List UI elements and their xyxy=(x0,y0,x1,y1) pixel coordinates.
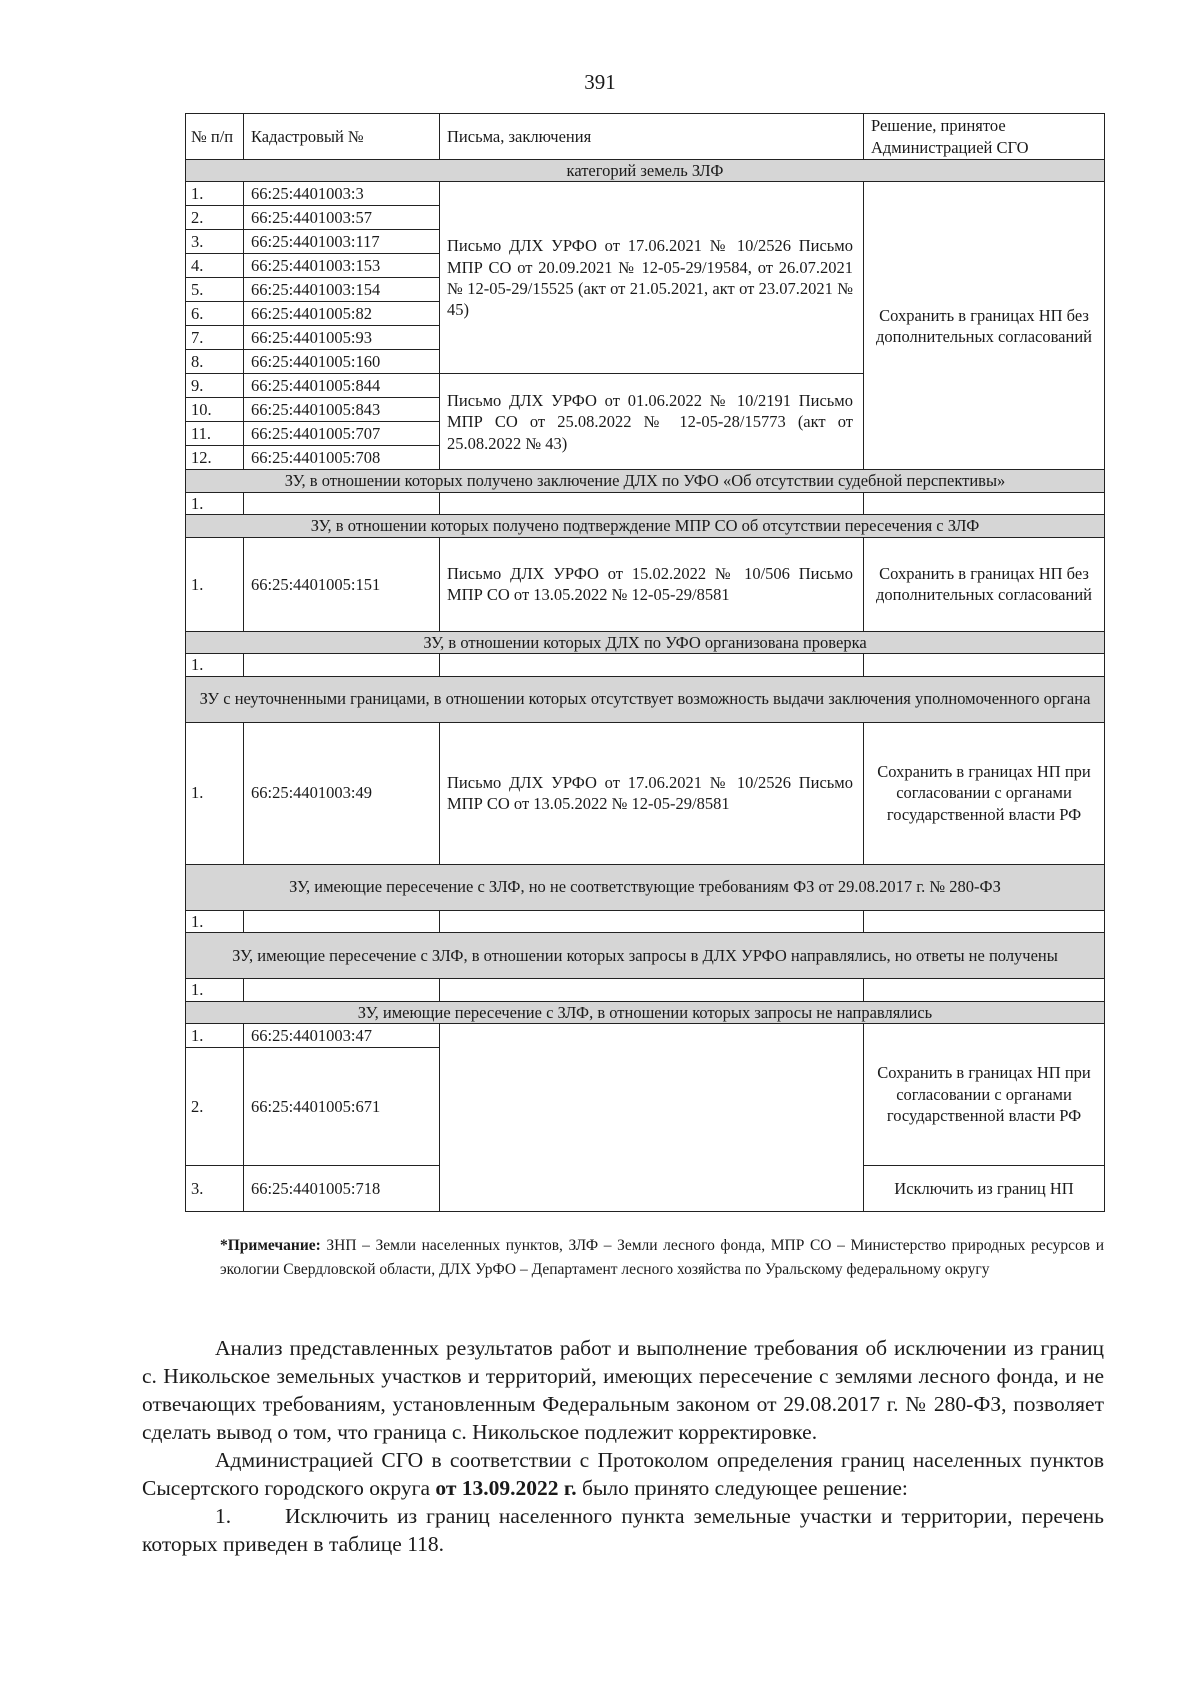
cadastral-number: 66:25:4401003:117 xyxy=(244,230,440,254)
section-title: ЗУ, имеющие пересечение с ЗЛФ, но не соответствующие требованиям ФЗ от 29.08.2017 г. № 280-ФЗ xyxy=(186,864,1105,910)
cadastral-number: 66:25:4401005:707 xyxy=(244,422,440,446)
decision-cell: Исключить из границ НП xyxy=(864,1165,1105,1211)
cadastral-number: 66:25:4401005:160 xyxy=(244,350,440,374)
table-row: 12. 66:25:4401005:708 xyxy=(186,446,1105,470)
decision-cell: Сохранить в границах НП при согласовании с органами государственной власти РФ xyxy=(864,722,1105,864)
decision-cell: Сохранить в границах НП при согласовании с органами государственной власти РФ xyxy=(864,1023,1105,1165)
table-row: 1. 66:25:4401003:47 Сохранить в границах НП при согласовании с органами государственной власти РФ xyxy=(186,1023,1105,1047)
table-row: 3. 66:25:4401005:718 Исключить из границ НП xyxy=(186,1165,1105,1211)
letters-cell: Письмо ДЛХ УРФО от 17.06.2021 № 10/2526 Письмо МПР СО от 20.09.2021 № 12-05-29/19584, от 26.07.2021 № 12-05-29/15525 (акт от 21.05.2021, акт от 23.07.2021 № 45) xyxy=(440,182,864,374)
paragraph: Администрацией СГО в соответствии с Протоколом определения границ населенных пунктов Сысертского городского округа от 13.09.2022 г. было принято следующее решение: xyxy=(142,1447,1104,1500)
table-row: 11. 66:25:4401005:707 xyxy=(186,422,1105,446)
cadastral-number: 66:25:4401005:82 xyxy=(244,302,440,326)
body-text xyxy=(142,1335,1104,1559)
cadastral-number: 66:25:4401005:718 xyxy=(244,1165,440,1211)
decision-cell: Сохранить в границах НП без дополнительных согласований xyxy=(864,182,1105,470)
cadastral-number: 66:25:4401003:3 xyxy=(244,182,440,206)
letters-cell: Письмо ДЛХ УРФО от 15.02.2022 № 10/506 Письмо МПР СО от 13.05.2022 № 12-05-29/8581 xyxy=(440,537,864,631)
cadastral-number: 66:25:4401005:671 xyxy=(244,1047,440,1165)
letters-cell: Письмо ДЛХ УРФО от 17.06.2021 № 10/2526 Письмо МПР СО от 13.05.2022 № 12-05-29/8581 xyxy=(440,722,864,864)
table-row: 7. 66:25:4401005:93 xyxy=(186,326,1105,350)
note-text: ЗНП – Земли населенных пунктов, ЗЛФ – Земли лесного фонда, МПР СО – Министерство природных ресурсов и экологии Свердловской области, ДЛХ УрФО – Департамент лесного хозяйства по Уральскому федеральному округу xyxy=(220,1237,1104,1279)
table-row: 1. xyxy=(186,654,1105,676)
table-row: 1. 66:25:4401003:3 Письмо ДЛХ УРФО от 17.06.2021 № 10/2526 Письмо МПР СО от 20.09.2021 № 12-05-29/19584, от 26.07.2021 № 12-05-29/15525 (акт от 21.05.2021, акт от 23.07.2021 № 45) Сохранить в границах НП без дополнительных согласований xyxy=(186,182,1105,206)
table-row: 1. xyxy=(186,492,1105,514)
section-title: ЗУ, в отношении которых ДЛХ по УФО организована проверка xyxy=(186,631,1105,653)
table-row: 1. 66:25:4401005:151 Письмо ДЛХ УРФО от 15.02.2022 № 10/506 Письмо МПР СО от 13.05.2022 № 12-05-29/8581 Сохранить в границах НП без дополнительных согласований xyxy=(186,537,1105,631)
table-row: 3. 66:25:4401003:117 xyxy=(186,230,1105,254)
section-title: ЗУ, в отношении которых получено подтверждение МПР СО об отсутствии пересечения с ЗЛФ xyxy=(186,515,1105,537)
list-item: 1. Исключить из границ населенного пункта земельные участки и территории, перечень которых приведен в таблице 118. xyxy=(142,1503,1104,1556)
cadastral-number: 66:25:4401005:844 xyxy=(244,374,440,398)
letters-cell: Письмо ДЛХ УРФО от 01.06.2022 № 10/2191 Письмо МПР СО от 25.08.2022 № 12-05-28/15773 (акт от 25.08.2022 № 43) xyxy=(440,374,864,470)
cadastral-number: 66:25:4401005:708 xyxy=(244,446,440,470)
cadastral-number: 66:25:4401003:49 xyxy=(244,722,440,864)
cadastral-number: 66:25:4401003:153 xyxy=(244,254,440,278)
cadastral-number: 66:25:4401003:57 xyxy=(244,206,440,230)
cadastral-number: 66:25:4401003:154 xyxy=(244,278,440,302)
table-row: 1. xyxy=(186,979,1105,1001)
table-row: 9. 66:25:4401005:844 Письмо ДЛХ УРФО от 01.06.2022 № 10/2191 Письмо МПР СО от 25.08.2022 № 12-05-28/15773 (акт от 25.08.2022 № 43) xyxy=(186,374,1105,398)
section-title: категорий земель ЗЛФ xyxy=(186,160,1105,182)
table-row: 4. 66:25:4401003:153 xyxy=(186,254,1105,278)
cadastral-number: 66:25:4401003:47 xyxy=(244,1023,440,1047)
section-title: ЗУ, имеющие пересечение с ЗЛФ, в отношении которых запросы не направлялись xyxy=(186,1001,1105,1023)
cadastral-number: 66:25:4401005:151 xyxy=(244,537,440,631)
note-label: *Примечание: xyxy=(220,1237,321,1254)
table-row: 5. 66:25:4401003:154 xyxy=(186,278,1105,302)
table-row: 1. xyxy=(186,910,1105,932)
header-num: № п/п xyxy=(186,114,244,160)
table-row: 1. 66:25:4401003:49 Письмо ДЛХ УРФО от 17.06.2021 № 10/2526 Письмо МПР СО от 13.05.2022 № 12-05-29/8581 Сохранить в границах НП при согласовании с органами государственной власти РФ xyxy=(186,722,1105,864)
table-note xyxy=(142,1234,1104,1282)
page-number: 391 xyxy=(584,70,616,94)
header-cadastral: Кадастровый № xyxy=(244,114,440,160)
cadastral-number: 66:25:4401005:93 xyxy=(244,326,440,350)
paragraph: Анализ представленных результатов работ и выполнение требования об исключении из границ с. Никольское земельных участков и территорий, имеющих пересечение с землями лесного фонда, и не отвечающих требованиям, установленным Федеральным законом от 29.08.2017 г. № 280-ФЗ, позволяет сделать вывод о том, что граница с. Никольское подлежит корректировке. xyxy=(142,1336,1104,1444)
header-decision: Решение, принятое Администрацией СГО xyxy=(864,114,1105,160)
table-row: 8. 66:25:4401005:160 xyxy=(186,350,1105,374)
table-row: 2. 66:25:4401003:57 xyxy=(186,206,1105,230)
section-title: ЗУ с неуточненными границами, в отношении которых отсутствует возможность выдачи заключения уполномоченного органа xyxy=(186,676,1105,722)
land-plots-table xyxy=(185,113,1105,1212)
header-letters: Письма, заключения xyxy=(440,114,864,160)
table-header-row xyxy=(186,114,1105,160)
section-title: ЗУ, имеющие пересечение с ЗЛФ, в отношении которых запросы в ДЛХ УРФО направлялись, но ответы не получены xyxy=(186,933,1105,979)
cadastral-number: 66:25:4401005:843 xyxy=(244,398,440,422)
section-title: ЗУ, в отношении которых получено заключение ДЛХ по УФО «Об отсутствии судебной перспективы» xyxy=(186,470,1105,492)
decision-cell: Сохранить в границах НП без дополнительных согласований xyxy=(864,537,1105,631)
table-row: 10. 66:25:4401005:843 xyxy=(186,398,1105,422)
table-row: 2. 66:25:4401005:671 xyxy=(186,1047,1105,1165)
table-row: 6. 66:25:4401005:82 xyxy=(186,302,1105,326)
